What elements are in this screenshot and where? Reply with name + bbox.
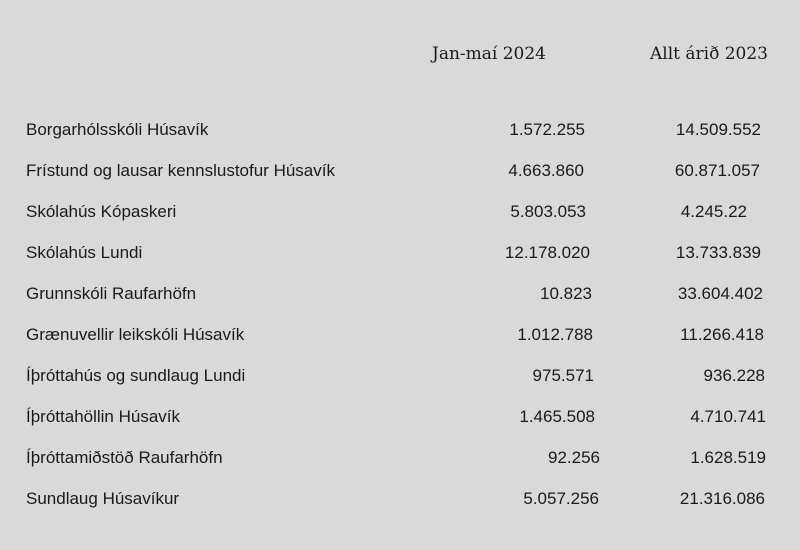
row-value-jan-mai-2024: 5.803.053: [510, 202, 586, 221]
table-row: [0, 323, 800, 347]
column-header-jan-mai-2024: Jan-maí 2024: [432, 44, 547, 64]
table-row: [0, 118, 800, 142]
row-name: Íþróttamiðstöð Raufarhöfn: [26, 448, 223, 467]
table-row: [0, 487, 800, 511]
row-value-jan-mai-2024: 1.012.788: [517, 325, 593, 344]
row-value-jan-mai-2024: 12.178.020: [504, 243, 590, 262]
row-value-allt-arid-2023: 33.604.402: [677, 284, 763, 303]
row-value-jan-mai-2024: 5.057.256: [523, 489, 599, 508]
row-name: Íþróttahús og sundlaug Lundi: [26, 366, 246, 385]
table-row: [0, 241, 800, 265]
table-row: [0, 405, 800, 429]
row-value-allt-arid-2023: 60.871.057: [674, 161, 760, 180]
row-value-jan-mai-2024: 1.572.255: [509, 120, 585, 139]
row-name: Sundlaug Húsavíkur: [26, 489, 180, 508]
row-value-jan-mai-2024: 4.663.860: [508, 161, 584, 180]
row-name: Grænuvellir leikskóli Húsavík: [26, 325, 245, 344]
row-name: Skólahús Lundi: [26, 243, 143, 262]
row-name: Frístund og lausar kennslustofur Húsavík: [26, 161, 335, 180]
row-value-allt-arid-2023: 936.228: [703, 366, 765, 385]
row-value-allt-arid-2023: 11.266.418: [680, 325, 764, 344]
row-name: Grunnskóli Raufarhöfn: [26, 284, 197, 303]
row-name: Borgarhólsskóli Húsavík: [26, 120, 209, 139]
table-row: [0, 200, 800, 224]
row-name: Íþróttahöllin Húsavík: [26, 407, 181, 426]
row-value-allt-arid-2023: 4.710.741: [690, 407, 766, 426]
row-value-allt-arid-2023: 1.628.519: [690, 448, 766, 467]
row-name: Skólahús Kópaskeri: [26, 202, 177, 221]
row-value-allt-arid-2023: 13.733.839: [675, 243, 761, 262]
table-row: [0, 159, 800, 183]
row-value-jan-mai-2024: 1.465.508: [519, 407, 595, 426]
row-value-allt-arid-2023: 21.316.086: [679, 489, 765, 508]
table-row: [0, 446, 800, 470]
row-value-allt-arid-2023: 14.509.552: [675, 120, 761, 139]
table-row: [0, 364, 800, 388]
row-value-jan-mai-2024: 92.256: [548, 448, 600, 467]
table-row: [0, 282, 800, 306]
row-value-jan-mai-2024: 10.823: [540, 284, 592, 303]
row-value-jan-mai-2024: 975.571: [532, 366, 594, 385]
column-header-allt-arid-2023: Allt árið 2023: [650, 44, 768, 64]
row-value-allt-arid-2023: 4.245.22: [680, 202, 747, 221]
